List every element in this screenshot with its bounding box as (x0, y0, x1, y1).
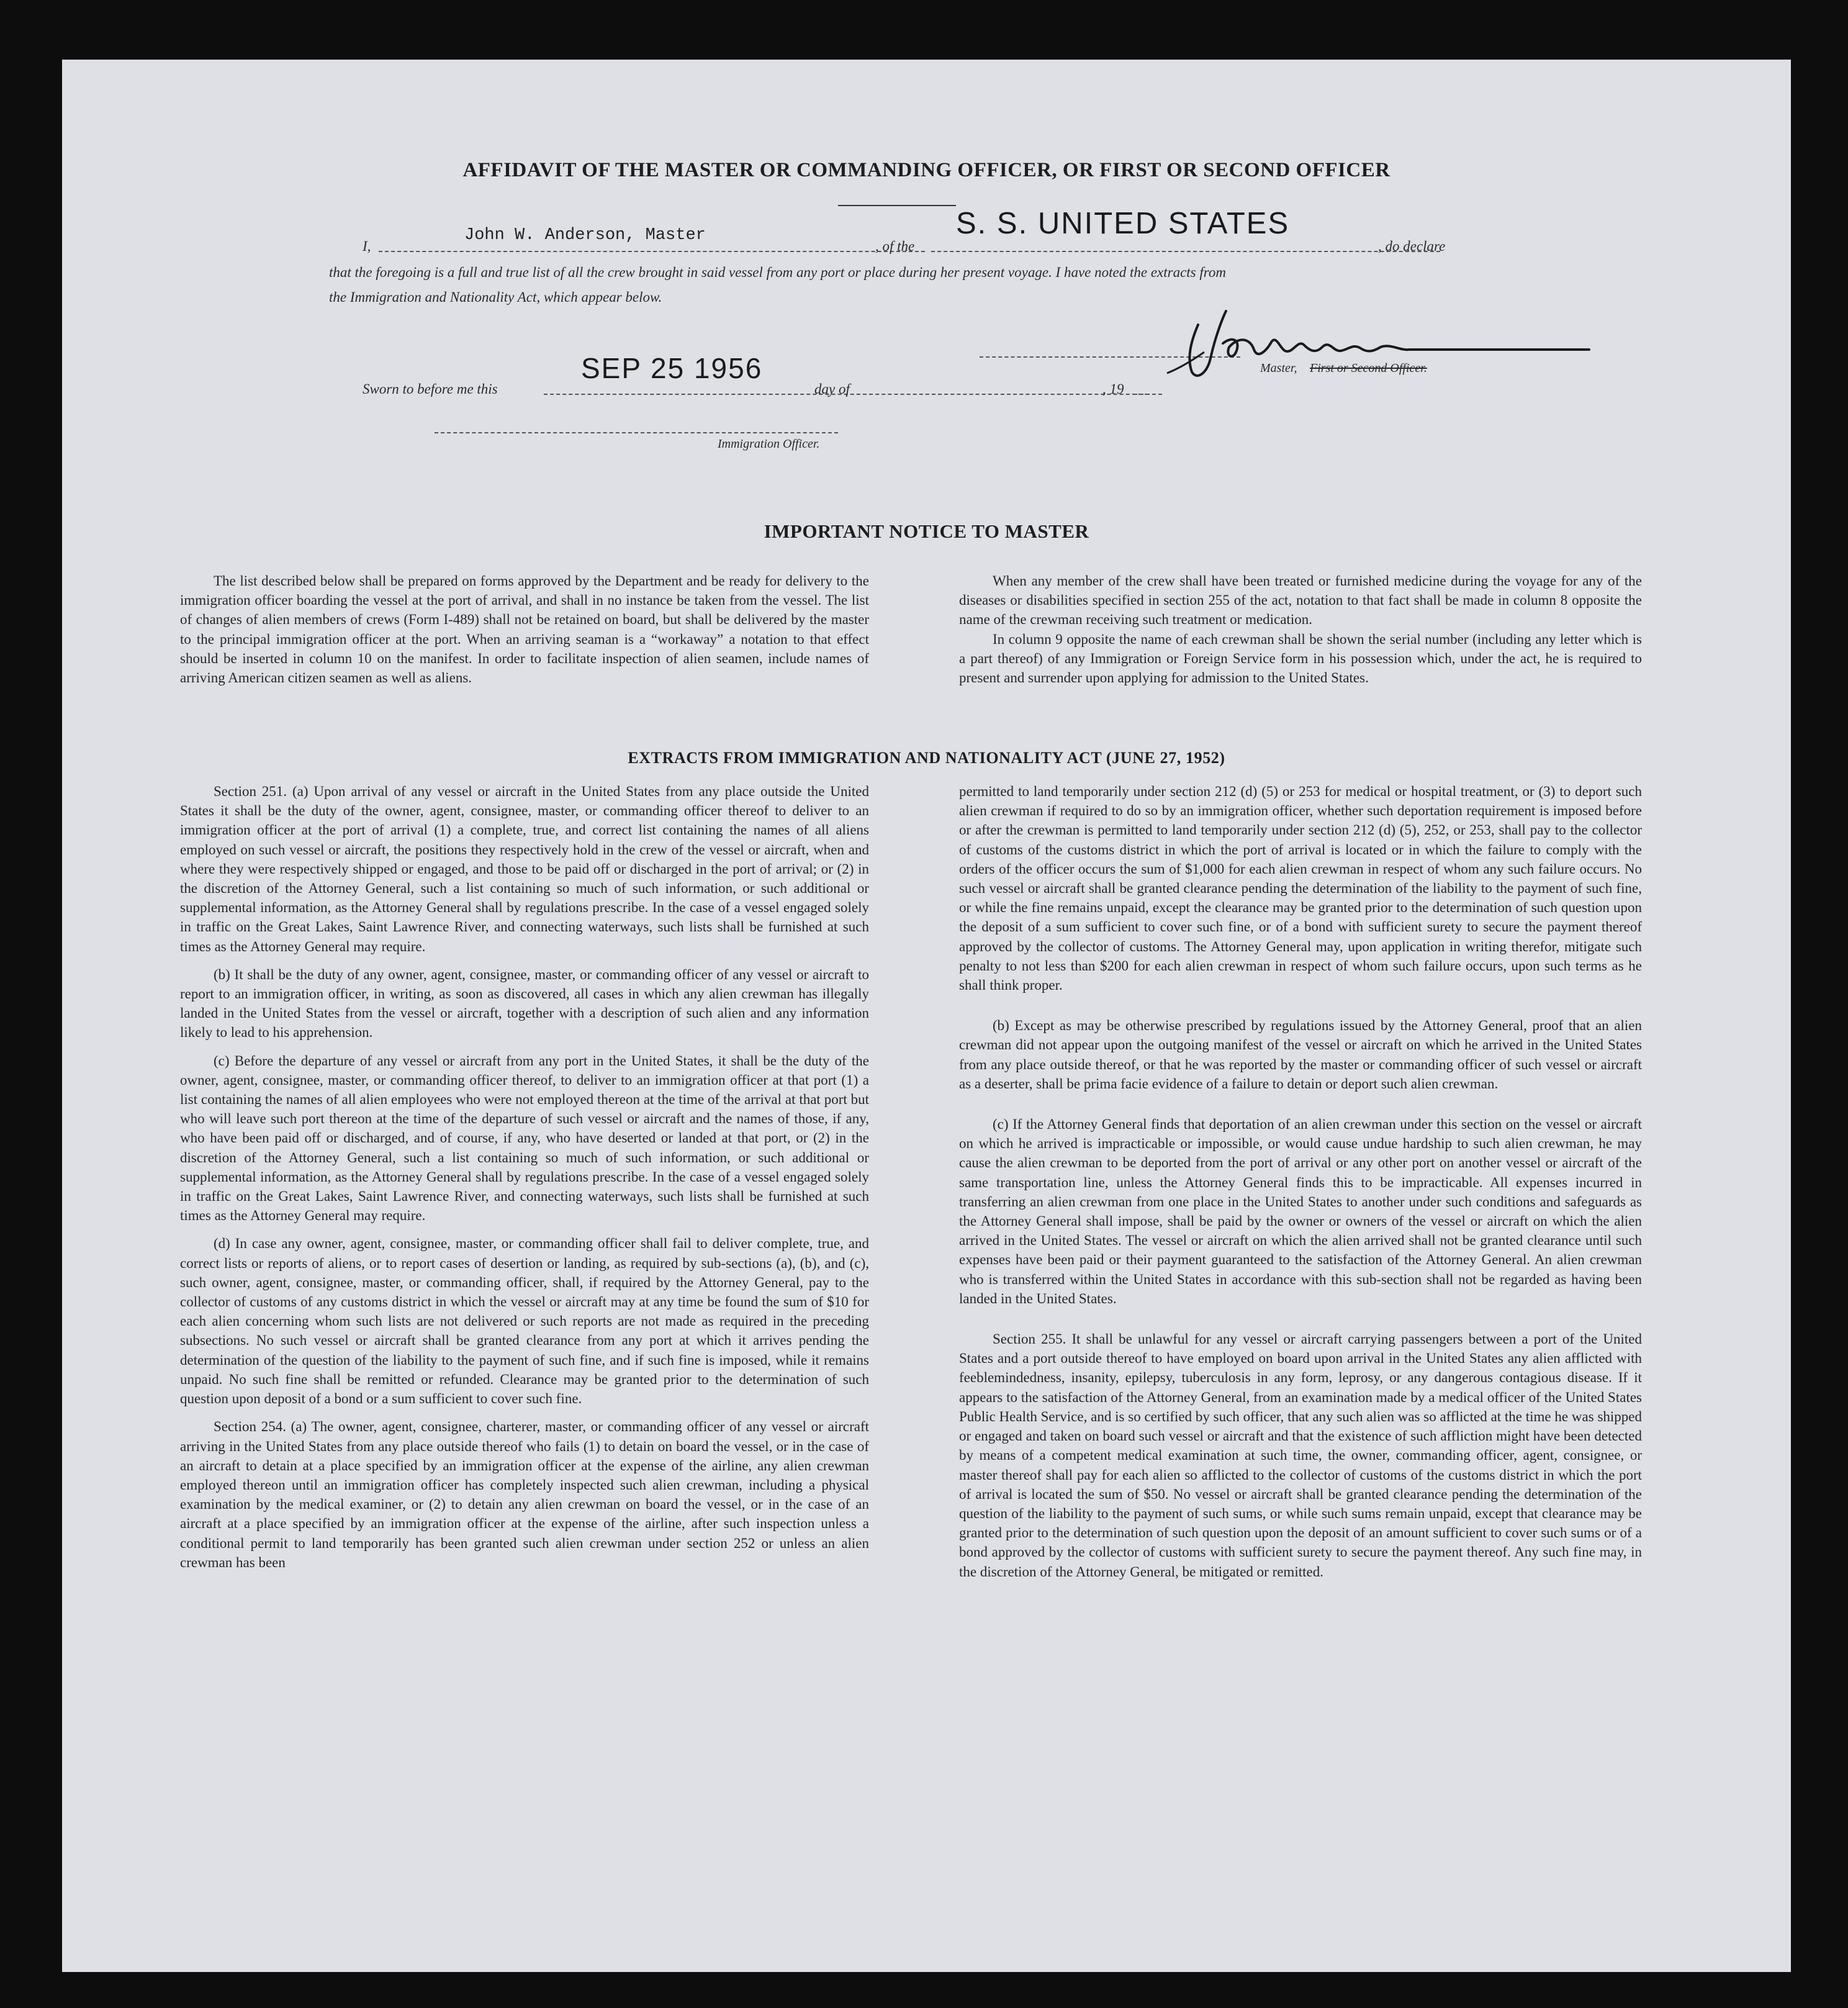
vessel-line (931, 251, 1440, 252)
date-stamp: SEP 25 1956 (581, 352, 763, 384)
extracts-title: EXTRACTS FROM IMMIGRATION AND NATIONALITY ACT (JUNE 27, 1952) (628, 749, 1225, 767)
section-251b: (b) It shall be the duty of any owner, agent, consignee, master, or commanding officer of any vessel or aircraft to report to an immigration officer, in writing, as soon as discovered, all cases in which any alien crewman has illegally landed in the United States from the vessel or aircraft, together with a description of such alien and any information likely to lead to his apprehension. (180, 966, 869, 1041)
of-the-label: , of the (875, 238, 915, 254)
title-rule (838, 205, 956, 206)
notice-left-paragraph: The list described below shall be prepared on forms approved by the Department and be ready for delivery to the immigration officer boarding the vessel at the port of arrival, and shall in no instance be taken from the vessel. The list of changes of alien members of crews (Form I-489) shall not be retained on board, but shall be delivered by the master to the principal immigration officer at the port. When an arriving seaman is a “workaway” a notation to that effect should be inserted in column 10 on the manifest. In order to facilitate inspection of alien seamen, include names of arriving American citizen seamen as well as aliens. (180, 573, 869, 686)
section-254b: (b) Except as may be otherwise prescribed by regulations issued by the Attorney General, proof that an alien crewman did not appear upon the outgoing manifest of the vessel or aircraft on which he arrived in the United States from any place outside thereof, or that he was reported by the master or commanding officer of such vessel or aircraft as a deserter, shall be prima facie evidence of a failure to detain or deport such alien crewman. (959, 1018, 1642, 1092)
year-line (1134, 394, 1162, 395)
master-name-line (379, 251, 925, 252)
notice-right-paragraph-1: When any member of the crew shall have been treated or furnished medicine during the voyage for any of the diseases or disabilities specified in section 255 of the act, notation to that fact shall be made in column 8 opposite the name of the crewman receiving such treatment or medication. (959, 573, 1642, 628)
struck-officer-label: First or Second Officer. (1310, 361, 1427, 375)
section-254a: Section 254. (a) The owner, agent, consignee, charterer, master, or commanding officer of any vessel or aircraft arriving in the United States from any place outside thereof who fails (1) to detain on board the vessel, or in the case of an aircraft to detain at a place specified by an immigration officer at the expense of the airline, any alien crewman employed thereon until an immigration officer has completely inspected such alien crewman, including a physical examination by the medical examiner, or (2) to detain any alien crewman on board the vessel, or in the case of an aircraft at a place specified by an immigration officer at the expense of the airline, after such inspection unless a conditional permit to land temporarily has been granted such alien crewman under section 252 or unless an alien crewman has been (180, 1419, 869, 1570)
section-251d: (d) In case any owner, agent, consignee, master, or commanding officer shall fail to deliver complete, true, and correct lists or reports of aliens, or to report cases of desertion or landing, as required by sub-sections (a), (b), and (c), such owner, agent, consignee, master, or commanding officer, shall, if required by the Attorney General, pay to the collector of customs of any customs district in which the vessel or aircraft may at any time be found the sum of $10 for each alien concerning whom such lists are not delivered or such reports are not made as required in the preceding subsections. No such vessel or aircraft shall be granted clearance from any port at which it arrives pending the determination of the question of the liability to the payment of such fine, and if such fine is imposed, while it remains unpaid. No such fine shall be remitted or refunded. Clearance may be granted prior to the determination of such question upon deposit of a bond or a sum sufficient to cover such fine. (180, 1236, 869, 1407)
i-label: I, (363, 238, 371, 254)
notice-left-column (180, 571, 869, 696)
extracts-right-column (959, 782, 1642, 1590)
master-name: John W. Anderson, Master (464, 226, 706, 245)
year-label: , 19 (1102, 381, 1124, 397)
section-254c: (c) If the Attorney General finds that deportation of an alien crewman under this section on the vessel or aircraft on which he arrived is impracticable or impossible, or would cause undue hardship to such alien crewman, he may cause the alien crewman to be deported from the port of arrival or any other port on another vessel or aircraft of the same transportation line, unless the Attorney General finds this to be impracticable. All expenses incurred in transferring an alien crewman from one place in the United States to another under such conditions and safeguards as the Attorney General shall impose, shall be paid by the owner or owners of the vessel or aircraft on which the alien arrived in the United States. The vessel or aircraft on which the alien arrived shall not be granted clearance until such expenses have been paid or their payment guaranteed to the satisfaction of the Attorney General. An alien crewman who is transferred within the United States in accordance with this sub-section shall not be regarded as having been landed in the United States. (959, 1116, 1642, 1306)
section-251a: Section 251. (a) Upon arrival of any vessel or aircraft in the United States from any place outside the United States it shall be the duty of the owner, agent, consignee, master, or commanding officer thereof to deliver to an immigration officer at the port of arrival (1) a complete, true, and correct list containing the names of all aliens employed on such vessel or aircraft, the positions they respectively hold in the crew of the vessel or aircraft, when and where they were respectively shipped or engaged, and those to be paid off or discharged in the port of arrival; or (2) in the discretion of the Attorney General, such a list containing so much of such information, or such additional or supplemental information, as the Attorney General shall by regulations prescribe. In the case of a vessel engaged solely in traffic on the Great Lakes, Saint Lawrence River, and connecting waterways, such lists shall be furnished at such times as the Attorney General may require. (180, 784, 869, 954)
master-label: Master, (1260, 361, 1297, 375)
declaration-line-2: that the foregoing is a full and true list of all the crew brought in said vessel from any port or place during her present voyage. I have noted the extracts from (329, 265, 1226, 280)
sworn-label: Sworn to before me this (363, 381, 498, 397)
notice-right-column (959, 571, 1642, 696)
document-sheet (62, 60, 1791, 1972)
do-declare-label: , do declare (1378, 238, 1446, 254)
section-255: Section 255. It shall be unlawful for any vessel or aircraft carrying passengers between a port of the United States and a port outside thereof to have employed on board upon arrival in the United States any alien afflicted with feeblemindedness, insanity, epilepsy, tuberculosis in any form, leprosy, or any dangerous contagious disease. If it appears to the satisfaction of the Attorney General, from an examination made by a medical officer of the United States Public Health Service, and is so certified by such officer, that any such alien was so afflicted at the time he was shipped or engaged and taken on board such vessel or aircraft and that the existence of such affliction might have been detected by means of a competent medical examination at such time, the owner, commanding officer, agent, consignee, or master thereof shall pay for each alien so afflicted to the collector of customs of the customs district in which the port of arrival is located the sum of $50. No vessel or aircraft shall be granted clearance pending the determination of the question of the liability to the payment of such sums, or while such sums remain unpaid, except that clearance may be granted prior to the determination of such question upon the deposit of an amount sufficient to cover such sums or of a bond approved by the collector of customs with sufficient surety to secure the payment thereof. Any such fine may, in the discretion of the Attorney General, be mitigated or remitted. (959, 1331, 1642, 1580)
affidavit-title: AFFIDAVIT OF THE MASTER OR COMMANDING OFFICER, OR FIRST OR SECOND OFFICER (462, 159, 1391, 181)
section-251c: (c) Before the departure of any vessel or aircraft from any port in the United States, it shall be the duty of the owner, agent, consignee, master, or commanding officer thereof, to deliver to an immigration officer at that port (1) a list containing the names of all alien employees who were not employed thereon at the time of the arrival at that port but who will leave such port thereon at the time of the departure of such vessel or aircraft and the names of those, if any, who have been paid off or discharged, and of course, if any, who have deserted or landed at that port, or (2) in the discretion of the Attorney General, such a list containing so much of such information, or such additional or supplemental information, as the Attorney General shall by regulations prescribe. In the case of a vessel engaged solely in traffic on the Great Lakes, Saint Lawrence River, and connecting waterways, such lists shall be furnished at such times as the Attorney General may require. (180, 1052, 869, 1224)
notice-right-paragraph-2: In column 9 opposite the name of each crewman shall be shown the serial number (including any letter which is a part thereof) of any Immigration or Foreign Service form in his possession which, under the act, he is required to present and surrender upon applying for admission to the United States. (959, 631, 1642, 686)
immigration-officer-label: Immigration Officer. (718, 437, 820, 451)
section-254a-continued: permitted to land temporarily under section 212 (d) (5) or 253 for medical or hospital treatment, or (3) to deport such alien crewman if required to do so by an immigration officer, whether such deportation requirement is imposed before or after the crewman is permitted to land temporarily under section 212 (d) (5), 252, or 253, shall pay to the collector of customs of the customs district in which the port of arrival is located or in which the failure to comply with the orders of the officer occurs the sum of $1,000 for each alien crewman in respect of whom any such failure occurs. No such vessel or aircraft shall be granted clearance pending the determination of the liability to the payment of such fine, or while the fine remains unpaid, except the clearance may be granted prior to the determination of such question upon the deposit of a sum sufficient to cover such fine, or of a bond with sufficient surety to secure the payment thereof approved by the collector of customs. The Attorney General may, upon application in writing therefor, mitigate such penalty to not less than $200 for each alien crewman in respect of whom such failure occurs, upon such terms as he shall think proper. (959, 784, 1642, 993)
immigration-officer-line (435, 432, 838, 433)
vessel-name: S. S. UNITED STATES (956, 207, 1290, 240)
extracts-left-column (180, 782, 869, 1581)
day-of-label: day of (814, 381, 850, 397)
notice-title: IMPORTANT NOTICE TO MASTER (764, 520, 1089, 542)
declaration-line-3: the Immigration and Nationality Act, which appear below. (329, 289, 662, 305)
